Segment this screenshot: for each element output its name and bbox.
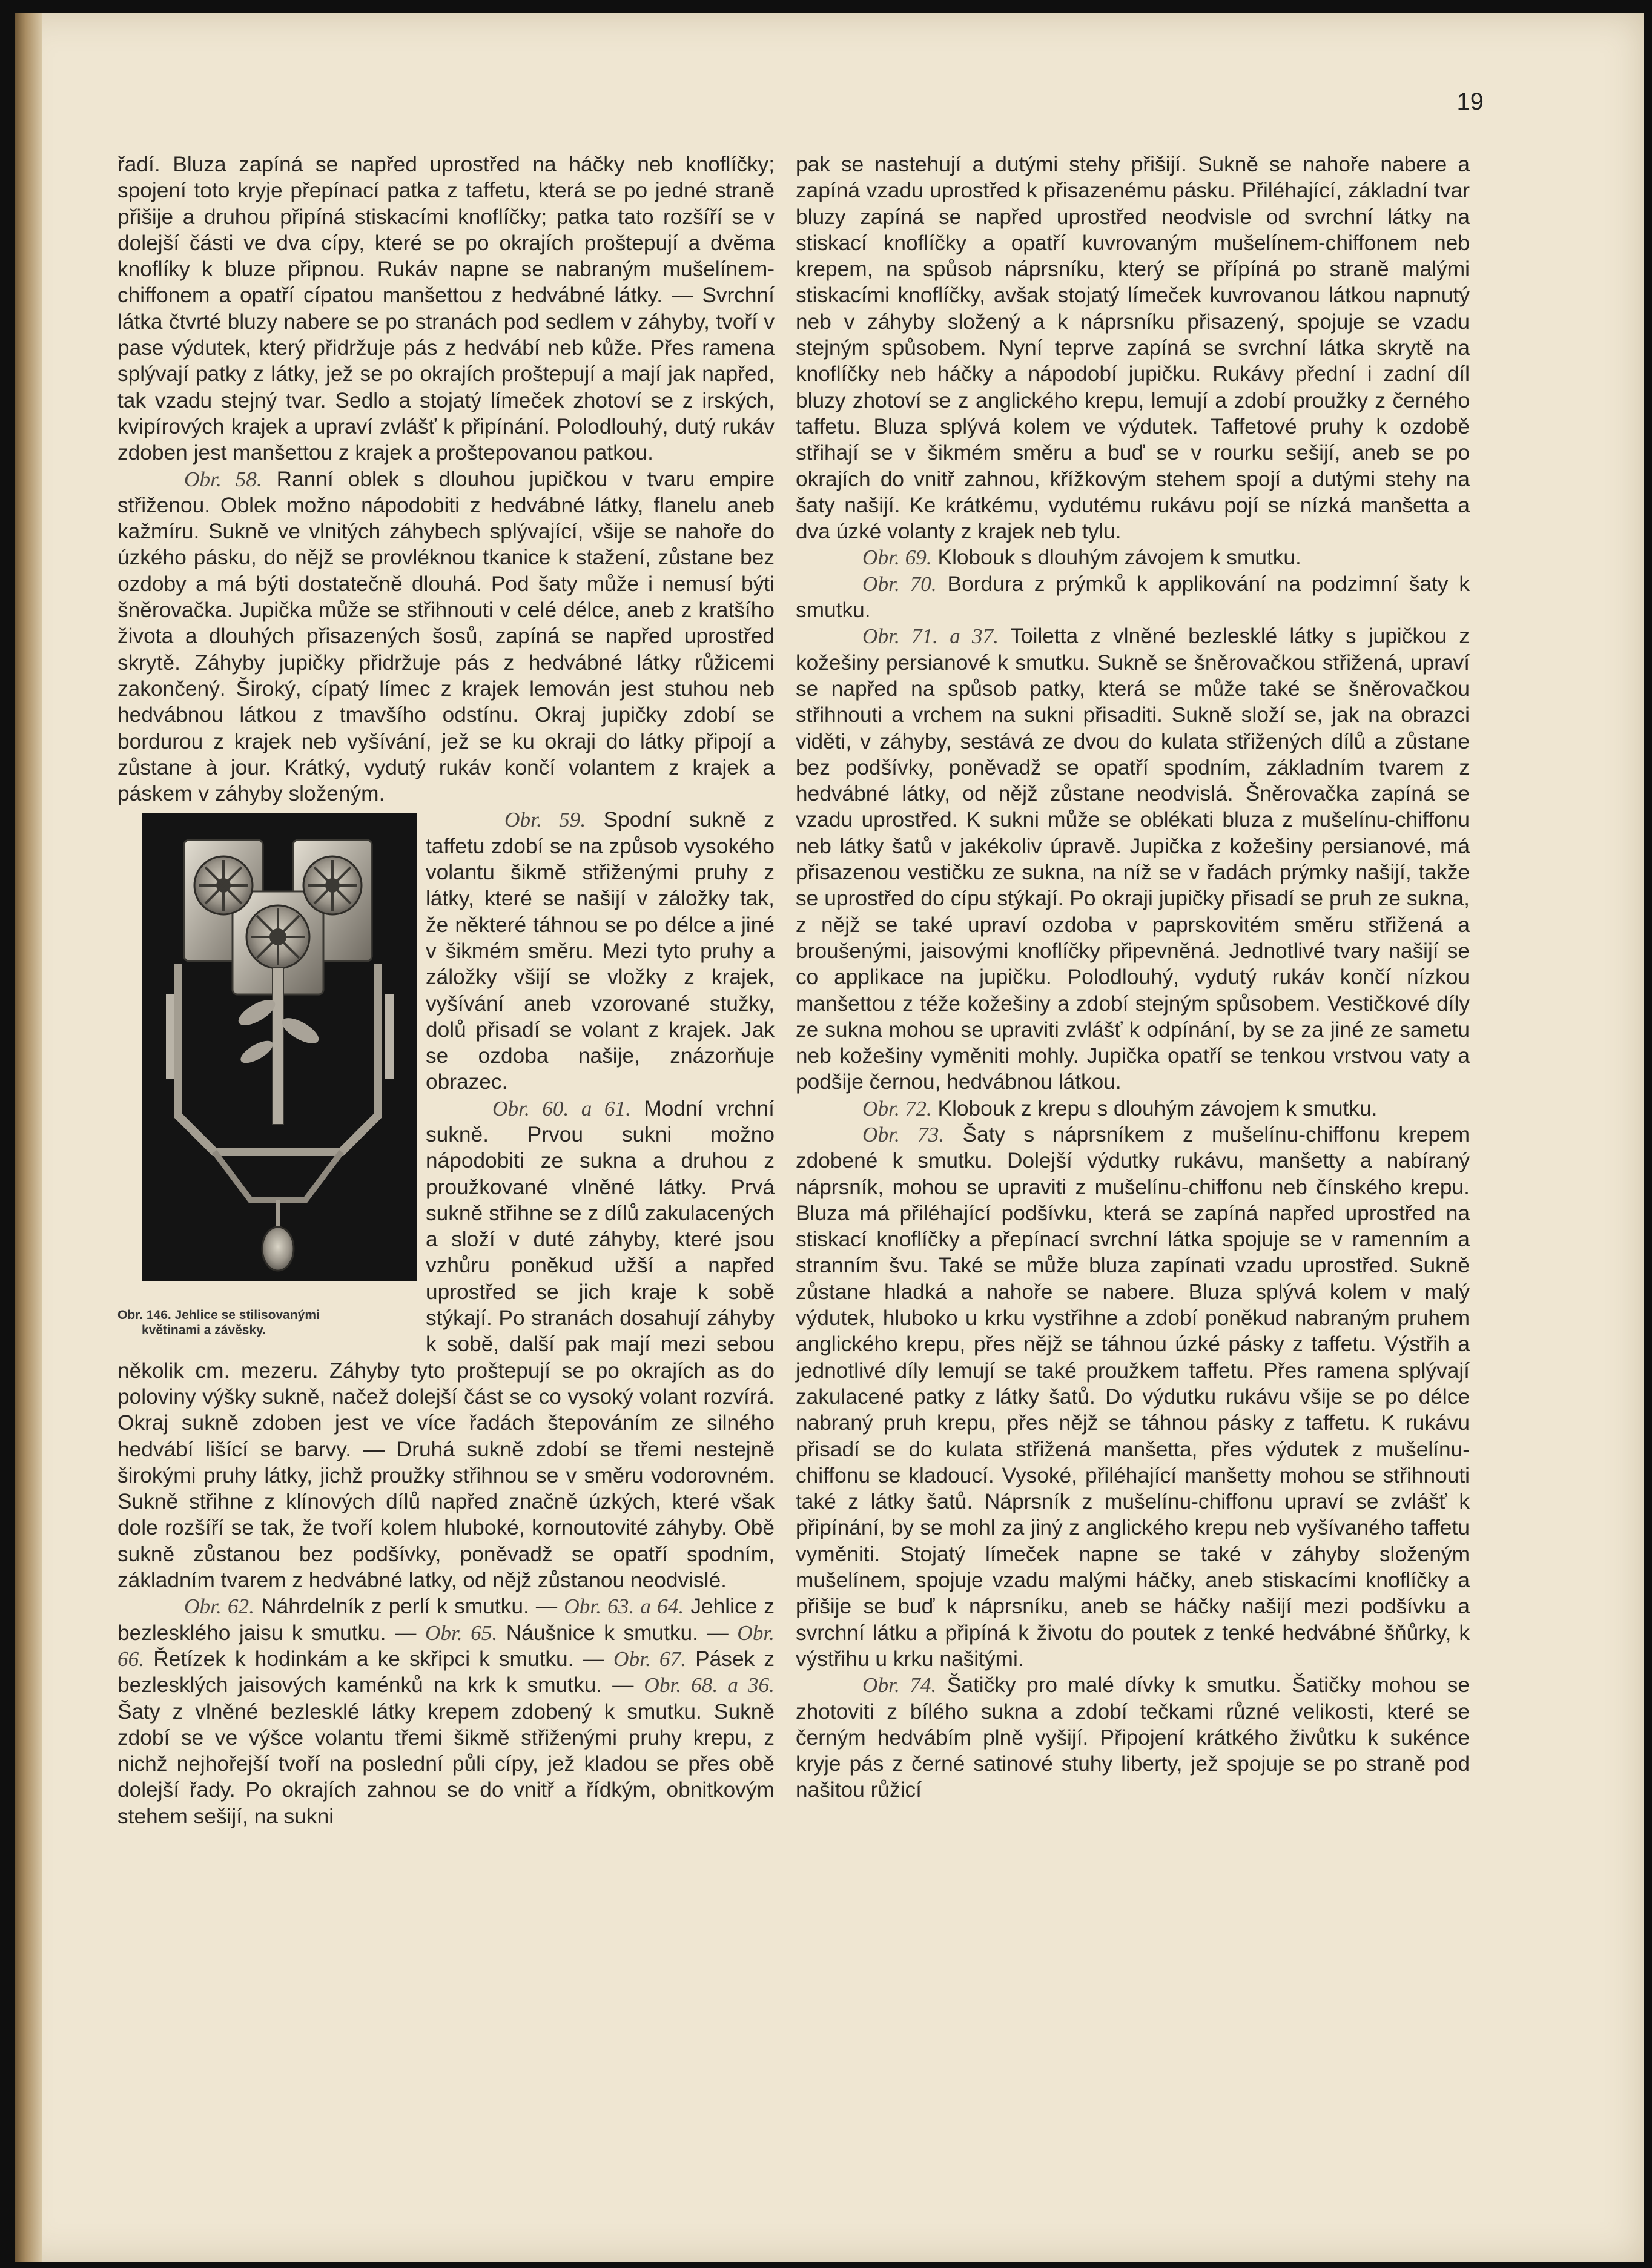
- paragraph-text: Šaty s náprsníkem z mušelínu-chiffonu krepem zdobené k smutku. Dolejší výdutky rukávu, manšetty a nabíraný náprsník, mohou se upraviti z mušelínu-chiffonu neb čínského krepu. Bluza má přiléhající podšívku, která se zapíná napřed uprostřed na stiskací knoflíčky a přepínací svrchní látka spojuje se v ramenním a stranním švu. Také se může bluza zapínati vzadu uprostřed. Sukně zůstane hladká a nahoře se nabere. Bluza splývá kolem v malý výdutek, hluboko u krku vystřihne a zdobí poněkud nabraným pruhem anglického krepu, přes nějž se táhnou úzké pásky z taffetu. Výstřih a jednotlivé díly lemují se také proužkem taffetu. Přes ramena splývají zakulacené patky z látky šatů. Do výdutku rukávu všije se po délce nabraný pruh krepu, přes nějž se táhnou pásky z taffetu. K rukávu přisadí se do kulata střižená manšetta, přes výdutek z mušelínu-chiffonu se kladoucí. Vysoké, přiléhající manšetty mohou se střihnouti také z látky šatů. Náprsník z mušelínu-chiffonu upraví se zvlášť k připínání, by se mohl za jiný z anglického krepu neb vyšívaného taffetu vyměniti. Stojatý límeček napne se také v záhyby složeným mušelínem, spojuje vzadu malými háčky, aneb stiskacími knoflíčky a přišije se buď k náprsníku, aneb se háčky našijí mezi podšívku a svrchní látku a připíná k životu do poutek z tenké hedvábné šňůrky, k výstřihu u krku našitými.: [796, 1122, 1470, 1671]
- paragraph: řadí. Bluza zapíná se napřed uprostřed na háčky neb knoflíčky; spojení toto kryje přepínací patka z taffetu, která se po jedné straně přišije a druhou připíná stiskacími knoflíčky; patka tato rozšíří se v dolejší části ve dva cípy, které se po okrajích proštepují a dvěma knoflíky k bluze připnou. Rukáv napne se nabraným mušelínem-chiffonem a opatří cípatou manšettou z hedvábné látky. — Svrchní látka čtvrté bluzy nabere se po stranách pod sedlem v záhyby, tvoří v pase výdutek, který přidržuje pás z hedvábí neb kůže. Přes ramena splývají patky z látky, jež se po okrajích proštepují a mají jak napřed, tak vzadu stejný tvar. Sedlo a stojatý límeček zhotoví se z irských, kvipírových krajek a upraví zvlášť k připínání. Polodlouhý, dutý rukáv zdoben jest manšettou z krajek a proštepovanou patkou.: [117, 153, 775, 465]
- paragraph-obr-72: [796, 1096, 1470, 1122]
- figure-reference: Obr. 69.: [862, 546, 932, 570]
- figure-reference: Obr. 72.: [862, 1096, 932, 1120]
- paragraph-obr-74: [796, 1672, 1470, 1803]
- figure-reference: Obr. 66.: [117, 1621, 775, 1671]
- paragraph-text: Spodní sukně z taffetu zdobí se na způsob vysokého volantu šikmě střiženými pruhy z látky, které se našijí v záložky tak, že některé táhnou se po délce a jiné v šikmém směru. Mezi tyto pruhy a záložky všijí se vložky z krajek, vyšívání aneb vzorované stužky, dolů přisadí se volant z krajek. Jak se ozdoba našije, znázorňuje obrazec.: [426, 808, 775, 1094]
- brooch-icon: [142, 813, 417, 1281]
- figure-caption: [117, 1308, 418, 1338]
- brooch-illustration: [142, 813, 417, 1281]
- paragraph-text: Toiletta z vlněné bezlesklé látky s jupičkou z kožešiny persianové k smutku. Sukně se šněrovačkou střižená, upraví se napřed na spůsob patky, která se může také se šněrovačkou střihnouti a vrchem na sukni přisaditi. Sukně složí se, jak na obrazci viděti, v záhyby, sestává ze dvou do kulata střižených dílů a zůstane bez podšívky, poněvadž se opatří spodním, základním tvarem z hedvábné látky, od nějž zůstane neodvislá. Šněrovačka zapíná se vzadu uprostřed. K sukni může se oblékati bluza z mušelínu-chiffonu neb látky šatů v jakékoliv úpravě. Jupička z kožešiny persianové, má přisazenou vestičku ze sukna, na níž se v řadách prýmky našijí, takže se uprostřed do cípu stýkají. Po okraji jupičky přisadí se pruh ze sukna, z nějž se také upraví ozdoba v paprskovitém směru střižená a broušenými, jaisovými knoflíčky připevněná. Jednotlivé tvary našijí se co applikace na jupičku. Polodlouhý, vydutý rukáv končí nízkou manšettou z téže kožešiny a zdobí stejným spůsobem. Vestičkové díly ze sukna mohou se upraviti zvlášť k odpínání, by se za jiné ze sametu neb kožešiny vyměniti mohly. Jupička opatří se tenkou vrstvou vaty a podšije černou, hedvábnou látkou.: [796, 624, 1470, 1094]
- figure-reference: Obr. 58.: [184, 467, 262, 491]
- figure-reference: Obr. 71. a 37.: [862, 624, 999, 649]
- paragraph-obr-62-68: [117, 1593, 775, 1830]
- figure-reference: Obr. 63. a 64.: [564, 1595, 684, 1619]
- paragraph-text: Šatičky pro malé dívky k smutku. Šatičky mohou se zhotoviti z bílého sukna a zdobí tečkami různé velikosti, které se černým hedvábím plně vyšijí. Připojení krátkého živůtku k sukénce kryje pás z černé satinové stuhy liberty, jež spojuje se po straně pod našitou růžicí: [796, 1673, 1470, 1802]
- paragraph-text: Klobouk z krepu s dlouhým závojem k smutku.: [931, 1096, 1378, 1120]
- figure-reference: Obr. 60. a 61.: [492, 1096, 631, 1120]
- paragraph-text: Pásek z bezlesklých jaisových kaménků na krk k smutku. —: [117, 1647, 775, 1698]
- paragraph-text: Modní vrchní sukně. Prvou sukni možno nápodobiti ze sukna a druhou z proužkované vlněné látky. Prvá sukně střihne se z dílů zakulacených a složí v duté záhyby, které jsou vzhůru poněkud užší a napřed uprostřed se jich kraje k sobě stýkají. Po stranách dosahují záhyby k sobě, další pak mají mezi sebou několik cm. mezeru. Záhyby tyto proštepují se po okrajích as do poloviny výšky sukně, načež dolejší část se co vysoký volant rozvírá. Okraj sukně zdoben jest ve více řadách štepováním ze silného hedvábí lišící se barvy. — Druhá sukně zdobí se třemi nestejně širokými pruhy látky, jichž proužky střihnou se v směru vodorovném. Sukně střihne z klínových dílů napřed značně úzkých, které však dole rozšíří se tak, že tvoří kolem hluboké, kornoutovité záhyby. Obě sukně zůstanou bez podšívky, poněvadž se opatří spodním, základním tvarem z hedvábné latky, od nějž zůstanou neodvislé.: [117, 1096, 775, 1593]
- page-number: 19: [1456, 88, 1484, 115]
- paragraph-obr-69: [796, 544, 1470, 570]
- figure-reference: Obr. 59.: [504, 808, 586, 832]
- paragraph-text: Náušnice k smutku. —: [497, 1621, 738, 1645]
- left-column: [117, 151, 775, 1830]
- paragraph-obr-58: [117, 466, 775, 807]
- figure-reference: Obr. 70.: [862, 572, 937, 596]
- paragraph-text: Bordura z prýmků k applikování na podzimní šaty k smutku.: [796, 572, 1470, 623]
- caption-line: Obr. 146. Jehlice se stilisovanými: [117, 1308, 320, 1323]
- figure-reference: Obr. 73.: [862, 1122, 945, 1146]
- paragraph-text: Náhrdelník z perlí k smutku. —: [254, 1595, 564, 1619]
- figure-reference: Obr. 74.: [862, 1673, 937, 1698]
- paragraph: pak se nastehují a dutými stehy přišijí. Sukně se nahoře nabere a zapíná vzadu uprostřed k přisazenému pásku. Přiléhající, základní tvar bluzy zapíná se napřed uprostřed neodvisle od svrchní látky na stiskací knoflíčky a opatří kuvrovaným mušelínem-chiffonem neb krepem, na spůsob náprsníku, který se přípíná po straně malými stiskacími knoflíčky, avšak stojatý límeček kuvrovanou látkou napnutý neb v záhyby složený a k náprsníku přisazený, spojuje se vzadu stejným spůsobem. Nyní teprve zapíná se svrchní látka skrytě na knoflíčky neb háčky a nápodobí jupičku. Rukávy přední i zadní díl bluzy zhotoví se z anglického krepu, lemují a zdobí proužky z černého taffetu. Bluza splývá kolem ve výdutek. Taffetové pruhy k ozdobě střihají se v šikmém směru a buď se v rourku sešijí, aneb se po okrajích do vnitř zahnou, křížkovým stehem spojí a dutými stehy na šaty našijí. Ke krátkému, vydutému rukávu pojí se nízká manšetta a dva úzké volanty z krajek neb tylu.: [796, 153, 1470, 544]
- figure-reference: Obr. 65.: [425, 1621, 498, 1645]
- book-page: [15, 13, 1644, 2262]
- paragraph-text: Ranní oblek s dlouhou jupičkou v tvaru empire střiženou. Oblek možno nápodobiti z hedvábné látky, flanelu aneb kažmíru. Sukně ve vlnitých záhybech splývající, všije se nahoře do úzkého pásku, do nějž se provléknou tkanice k stažení, zůstane bez ozdoby a má býti dostatečně dlouhá. Pod šaty může i nemusí býti šněrovačka. Jupička může se střihnouti v celé délce, aneb z kratšího života a dlouhých přisazených šosů, zapíná se napřed uprostřed skrytě. Záhyby jupičky přidržuje pás z hedvábné látky růžicemi zakončený. Široký, cípatý límec z krajek lemován jest stuhou neb hedvábnou látkou z tmavšího odstínu. Okraj jupičky zdobí se bordurou z krajek neb vyšívání, jež se ku okraji do látky připojí a zůstane à jour. Krátký, vydutý rukáv končí volantem z krajek a páskem v záhyby složeným.: [117, 467, 775, 806]
- right-column: [796, 151, 1470, 1803]
- figure-reference: Obr. 62.: [184, 1595, 255, 1619]
- paragraph-obr-71: [796, 623, 1470, 1095]
- figure-reference: Obr. 68. a 36.: [644, 1673, 775, 1698]
- figure-146: [117, 807, 418, 1338]
- book-gutter: [15, 13, 42, 2262]
- paragraph-text: Jehlice z bezlesklého jaisu k smutku. —: [117, 1595, 775, 1645]
- paragraph-text: Šaty z vlněné bezlesklé látky krepem zdobený k smutku. Sukně zdobí se ve výšce volantu třemi šikmě střiženými pruhy krepu, z nichž nejhořejší tvoří na poslední půli cípy, jež kladou se přes obě dolejší řady. Po okrajích zahnou se do vnitř a řídkým, obnitkovým stehem sešijí, na sukni: [117, 1699, 775, 1828]
- paragraph-text: Řetízek k hodinkám a ke skřipci k smutku. —: [144, 1647, 613, 1671]
- paragraph-obr-70: [796, 571, 1470, 624]
- paragraph-text: Klobouk s dlouhým závojem k smutku.: [931, 546, 1301, 570]
- caption-line: květinami a závěsky.: [142, 1323, 266, 1338]
- paragraph-obr-73: [796, 1122, 1470, 1672]
- figure-reference: Obr. 67.: [613, 1647, 687, 1671]
